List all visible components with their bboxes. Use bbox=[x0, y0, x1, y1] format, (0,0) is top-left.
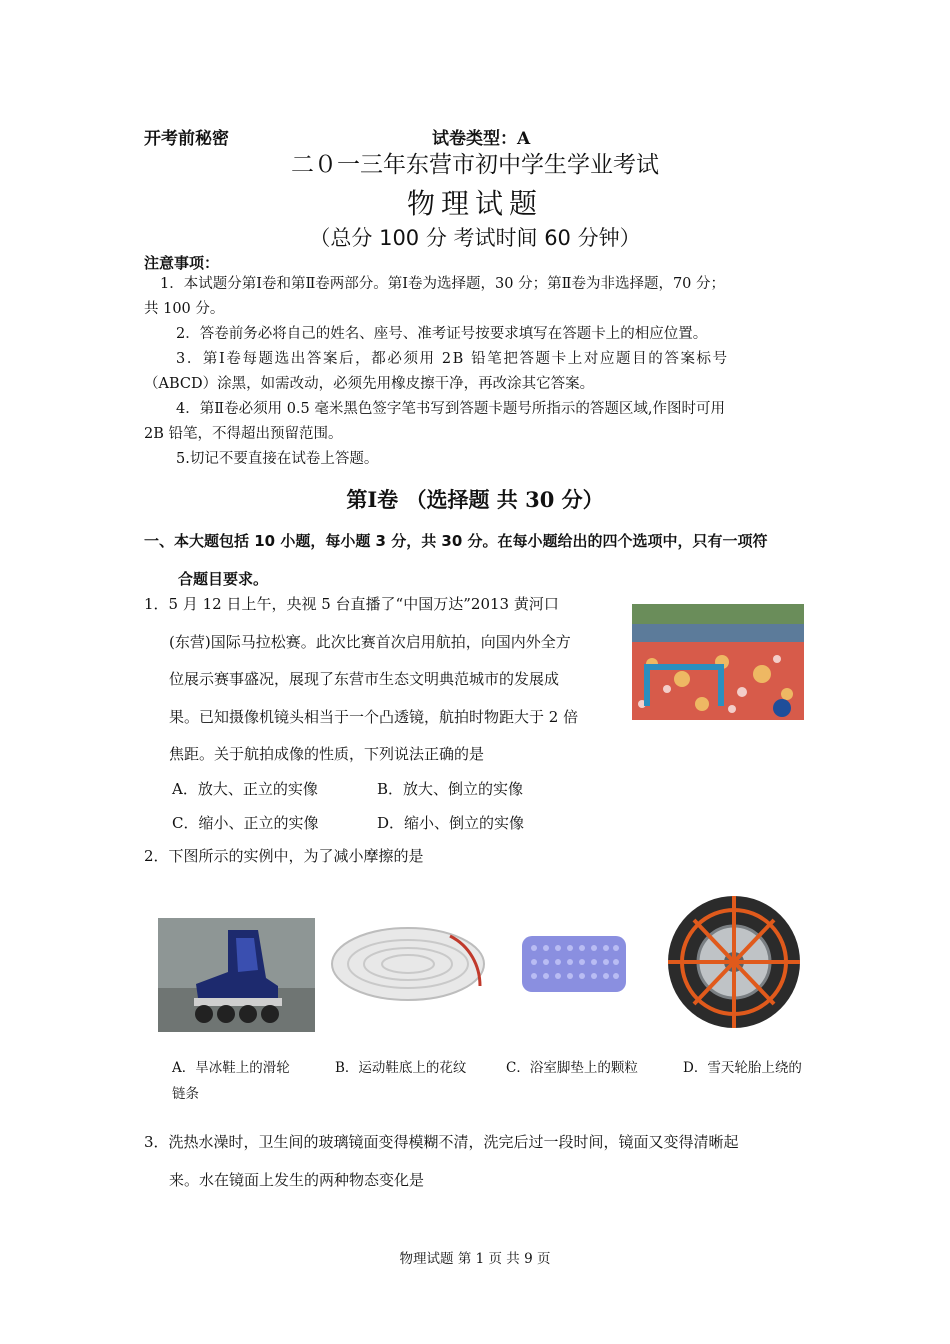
notice-item: 2B 铅笔，不得超出预留范围。 bbox=[144, 426, 343, 442]
section-instructions-line: 一、本大题包括 10 小题，每小题 3 分，共 30 分。在每小题给出的四个选项中，只有一项符 bbox=[144, 532, 768, 550]
q1-option-b[interactable]: B．放大、倒立的实像 bbox=[377, 780, 524, 798]
notice-item: 3．第Ⅰ卷每题选出答案后，都必须用 2B 铅笔把答题卡上对应题目的答案标号 bbox=[176, 351, 729, 367]
notice-item: 2．答卷前务必将自己的姓名、座号、准考证号按要求填写在答题卡上的相应位置。 bbox=[176, 326, 708, 342]
q1-option-c[interactable]: C．缩小、正立的实像 bbox=[172, 814, 319, 832]
question-1-line: 位展示赛事盛况，展现了东营市生态文明典范城市的发展成 bbox=[169, 670, 560, 688]
q2-option-d[interactable]: D．雪天轮胎上绕的 bbox=[683, 1060, 802, 1076]
subject-title: 物理试题 bbox=[406, 187, 543, 220]
paper-type-label: 试卷类型：A bbox=[432, 129, 531, 149]
q1-option-a[interactable]: A．放大、正立的实像 bbox=[172, 780, 318, 798]
section-title: 第Ⅰ卷 （选择题 共 30 分） bbox=[346, 487, 604, 512]
question-1 bbox=[144, 586, 624, 774]
q2-option-c[interactable]: C．浴室脚垫上的颗粒 bbox=[506, 1060, 638, 1076]
confidential-label: 开考前秘密 bbox=[144, 129, 229, 149]
skate-photo bbox=[158, 918, 315, 1032]
tire-chain-photo bbox=[664, 890, 808, 1036]
notice-item: 4．第Ⅱ卷必须用 0.5 毫米黑色签字笔书写到答题卡题号所指示的答题区域,作图时可用 bbox=[176, 401, 725, 417]
q2-option-a-continued: 链条 bbox=[172, 1086, 199, 1102]
question-3-line: 来。水在镜面上发生的两种物态变化是 bbox=[169, 1170, 425, 1189]
question-1-line: 1．5 月 12 日上午，央视 5 台直播了“中国万达”2013 黄河口 bbox=[144, 595, 559, 613]
notice-item: 5.切记不要直接在试卷上答题。 bbox=[176, 451, 379, 467]
question-1-line: (东营)国际马拉松赛。此次比赛首次启用航拍，向国内外全方 bbox=[169, 632, 571, 651]
question-3-line: 3．洗热水澡时，卫生间的玻璃镜面变得模糊不清，洗完后过一段时间，镜面又变得清晰起 bbox=[144, 1133, 739, 1151]
section-instructions-line: 合题目要求。 bbox=[178, 570, 269, 588]
notice-item: 共 100 分。 bbox=[144, 301, 225, 317]
score-time-info: （总分 100 分 考试时间 60 分钟） bbox=[309, 226, 641, 250]
question-3 bbox=[144, 1124, 824, 1199]
q2-option-a[interactable]: A．旱冰鞋上的滑轮 bbox=[172, 1060, 290, 1076]
shoe-sole-photo bbox=[330, 906, 490, 1014]
q2-option-b[interactable]: B．运动鞋底上的花纹 bbox=[335, 1060, 467, 1076]
question-1-line: 焦距。关于航拍成像的性质，下列说法正确的是 bbox=[169, 745, 485, 763]
notice-item: 1．本试题分第Ⅰ卷和第Ⅱ卷两部分。第Ⅰ卷为选择题，30 分；第Ⅱ卷为非选择题，70 分； bbox=[160, 276, 726, 292]
q1-option-d[interactable]: D．缩小、倒立的实像 bbox=[377, 814, 525, 832]
bath-mat-photo bbox=[504, 906, 644, 1016]
exam-title: 二０一三年东营市初中学生学业考试 bbox=[291, 152, 659, 178]
notice-item: （ABCD）涂黑，如需改动，必须先用橡皮擦干净，再改涂其它答案。 bbox=[144, 376, 595, 392]
page-footer: 物理试题 第 1 页 共 9 页 bbox=[399, 1251, 551, 1267]
marathon-aerial-photo bbox=[632, 604, 804, 720]
question-1-line: 果。已知摄像机镜头相当于一个凸透镜，航拍时物距大于 2 倍 bbox=[169, 707, 579, 726]
notice-heading: 注意事项： bbox=[144, 254, 220, 272]
question-2-stem: 2．下图所示的实例中，为了减小摩擦的是 bbox=[144, 847, 424, 865]
